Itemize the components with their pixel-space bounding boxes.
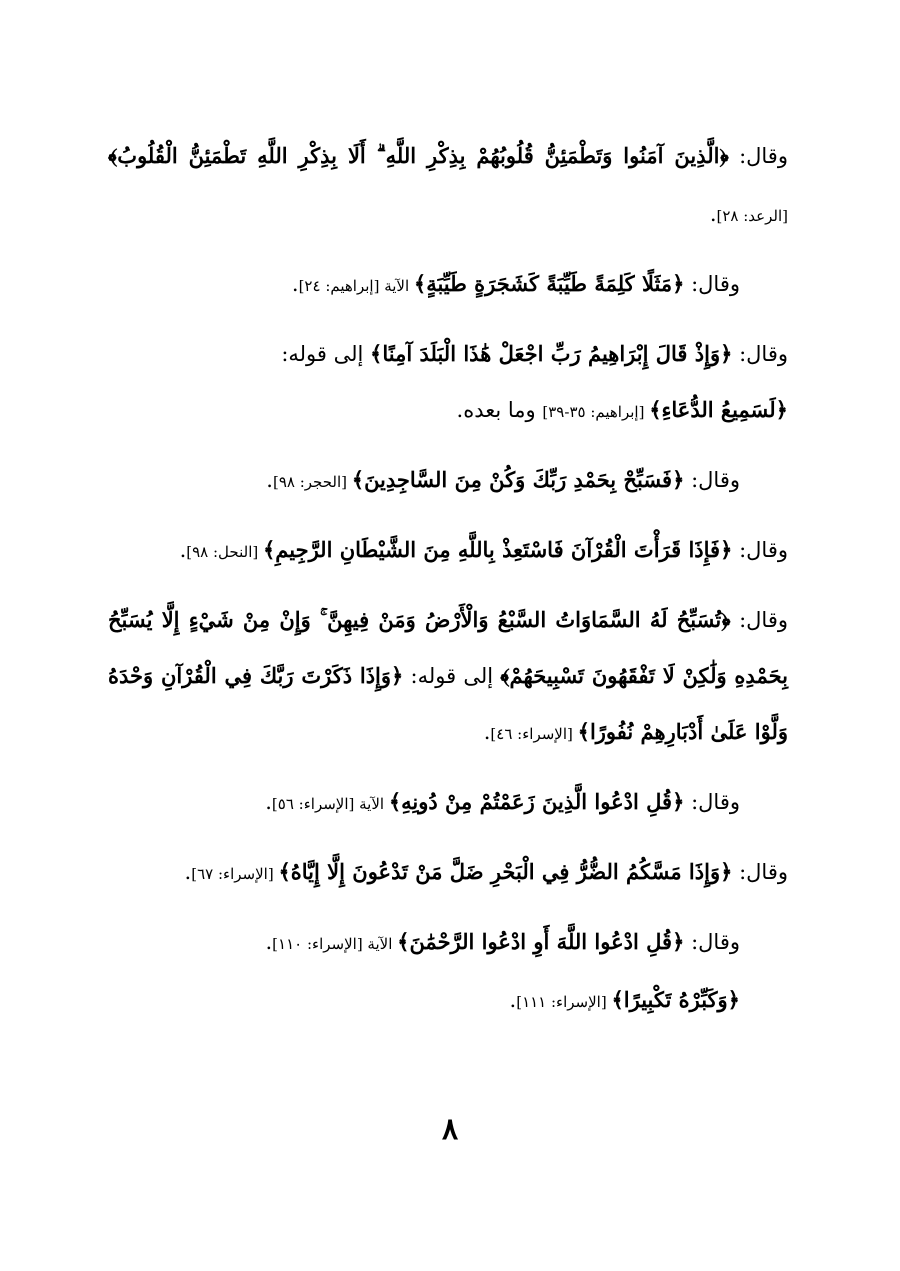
- verse-reference: [النحل: ٩٨]: [186, 543, 263, 561]
- paragraph-5: [108, 522, 788, 580]
- verse-reference: [الإسراء: ١١١]: [516, 993, 612, 1011]
- paragraph-2: [108, 256, 788, 314]
- verse-reference: [الإسراء: ٦٧]: [191, 865, 279, 883]
- tail-text: وما بعده.: [456, 398, 543, 422]
- paragraph-10: [108, 972, 788, 1030]
- intro-text: وقال:: [732, 860, 788, 884]
- tail-text: .: [265, 790, 272, 814]
- tail-text: .: [184, 860, 192, 884]
- quran-verse: ﴿وَإِذْ قَالَ إِبْرَاهِيمُ رَبِّ اجْعَلْ هَٰذَا الْبَلَدَ آمِنًا﴾: [370, 341, 733, 366]
- tail-text: .: [709, 202, 717, 226]
- tail-text: .: [265, 930, 273, 954]
- verse-reference: [الحجر: ٩٨]: [272, 473, 352, 491]
- tail-text: .: [291, 272, 299, 296]
- verse-reference: الآية [إبراهيم: ٢٤]: [298, 277, 414, 295]
- tail-text: .: [509, 988, 517, 1012]
- quran-verse: ﴿وَكَبِّرْهُ تَكْبِيرًا﴾: [611, 987, 740, 1012]
- quran-verse: ﴿قُلِ ادْعُوا اللَّهَ أَوِ ادْعُوا الرَّحْمَٰنَ﴾: [397, 929, 685, 954]
- intro-text: وقال:: [728, 144, 788, 168]
- intro-text: وقال:: [732, 538, 788, 562]
- quran-verse: ﴿فَسَبِّحْ بِحَمْدِ رَبِّكَ وَكُنْ مِنَ السَّاجِدِينَ﴾: [351, 467, 685, 492]
- quran-verse: ﴿قُلِ ادْعُوا الَّذِينَ زَعَمْتُمْ مِنْ دُونِهِ﴾: [388, 789, 685, 814]
- paragraph-7: [108, 774, 788, 832]
- quran-verse: ﴿فَإِذَا قَرَأْتَ الْقُرْآنَ فَاسْتَعِذْ بِاللَّهِ مِنَ الشَّيْطَانِ الرَّجِيمِ﴾: [262, 537, 733, 562]
- paragraph-8: [108, 844, 788, 902]
- intro-text: وقال:: [684, 790, 740, 814]
- intro-text: وقال:: [732, 342, 788, 366]
- verse-reference: الآية [الإسراء: ١١٠]: [272, 935, 398, 953]
- tail-text: .: [179, 538, 187, 562]
- paragraph-4: [108, 452, 788, 510]
- intro-text: وقال:: [684, 272, 740, 296]
- page-body: [108, 128, 788, 1042]
- quran-verse: ﴿مَثَلًا كَلِمَةً طَيِّبَةً كَشَجَرَةٍ طَيِّبَةٍ﴾: [413, 271, 685, 296]
- intro-text: وقال:: [684, 468, 740, 492]
- quran-verse: ﴿لَسَمِيعُ الدُّعَاءِ﴾: [649, 397, 788, 422]
- verse-reference: إلى قوله:: [403, 664, 501, 688]
- intro-text: وقال:: [730, 608, 788, 632]
- paragraph-9: [108, 914, 788, 972]
- tail-text: .: [266, 468, 273, 492]
- paragraph-3: [108, 326, 788, 440]
- quran-verse: ﴿الَّذِينَ آمَنُوا وَتَطْمَئِنُّ قُلُوبُهُمْ بِذِكْرِ اللَّهِ ۗ أَلَا بِذِكْرِ اللَّهِ تَطْمَئِنُّ الْقُلُوبُ﴾: [108, 143, 729, 168]
- verse-reference: [الرعد: ٢٨]: [716, 207, 788, 225]
- verse-reference: إلى قوله:: [281, 342, 371, 366]
- intro-text: وقال:: [684, 930, 740, 954]
- quran-verse: ﴿وَإِذَا مَسَّكُمُ الضُّرُّ فِي الْبَحْرِ ضَلَّ مَنْ تَدْعُونَ إِلَّا إِيَّاهُ﴾: [278, 859, 733, 884]
- verse-reference: [إبراهيم: ٣٥-٣٩]: [542, 403, 650, 421]
- verse-reference: الآية [الإسراء: ٥٦]: [271, 795, 389, 813]
- page-number: ٨: [441, 1112, 459, 1147]
- quran-verse: ﴿تُسَبِّحُ لَهُ السَّمَاوَاتُ السَّبْعُ وَالْأَرْضُ وَمَنْ فِيهِنَّ ۚ وَإِنْ مِنْ شَيْءٍ إِلَّا يُسَبِّحُ بِحَمْدِهِ وَلَٰكِنْ لَا تَفْقَهُونَ تَسْبِيحَهُمْ﴾: [108, 607, 788, 688]
- paragraph-6: [108, 592, 788, 762]
- paragraph-1: [108, 128, 788, 244]
- tail-text: .: [483, 720, 491, 744]
- quran-verse: ﴿وَإِذَا ذَكَرْتَ رَبَّكَ فِي الْقُرْآنِ وَحْدَهُ وَلَّوْا عَلَىٰ أَدْبَارِهِمْ نُفُورًا﴾: [108, 663, 788, 744]
- verse-reference: [الإسراء: ٤٦]: [490, 725, 578, 743]
